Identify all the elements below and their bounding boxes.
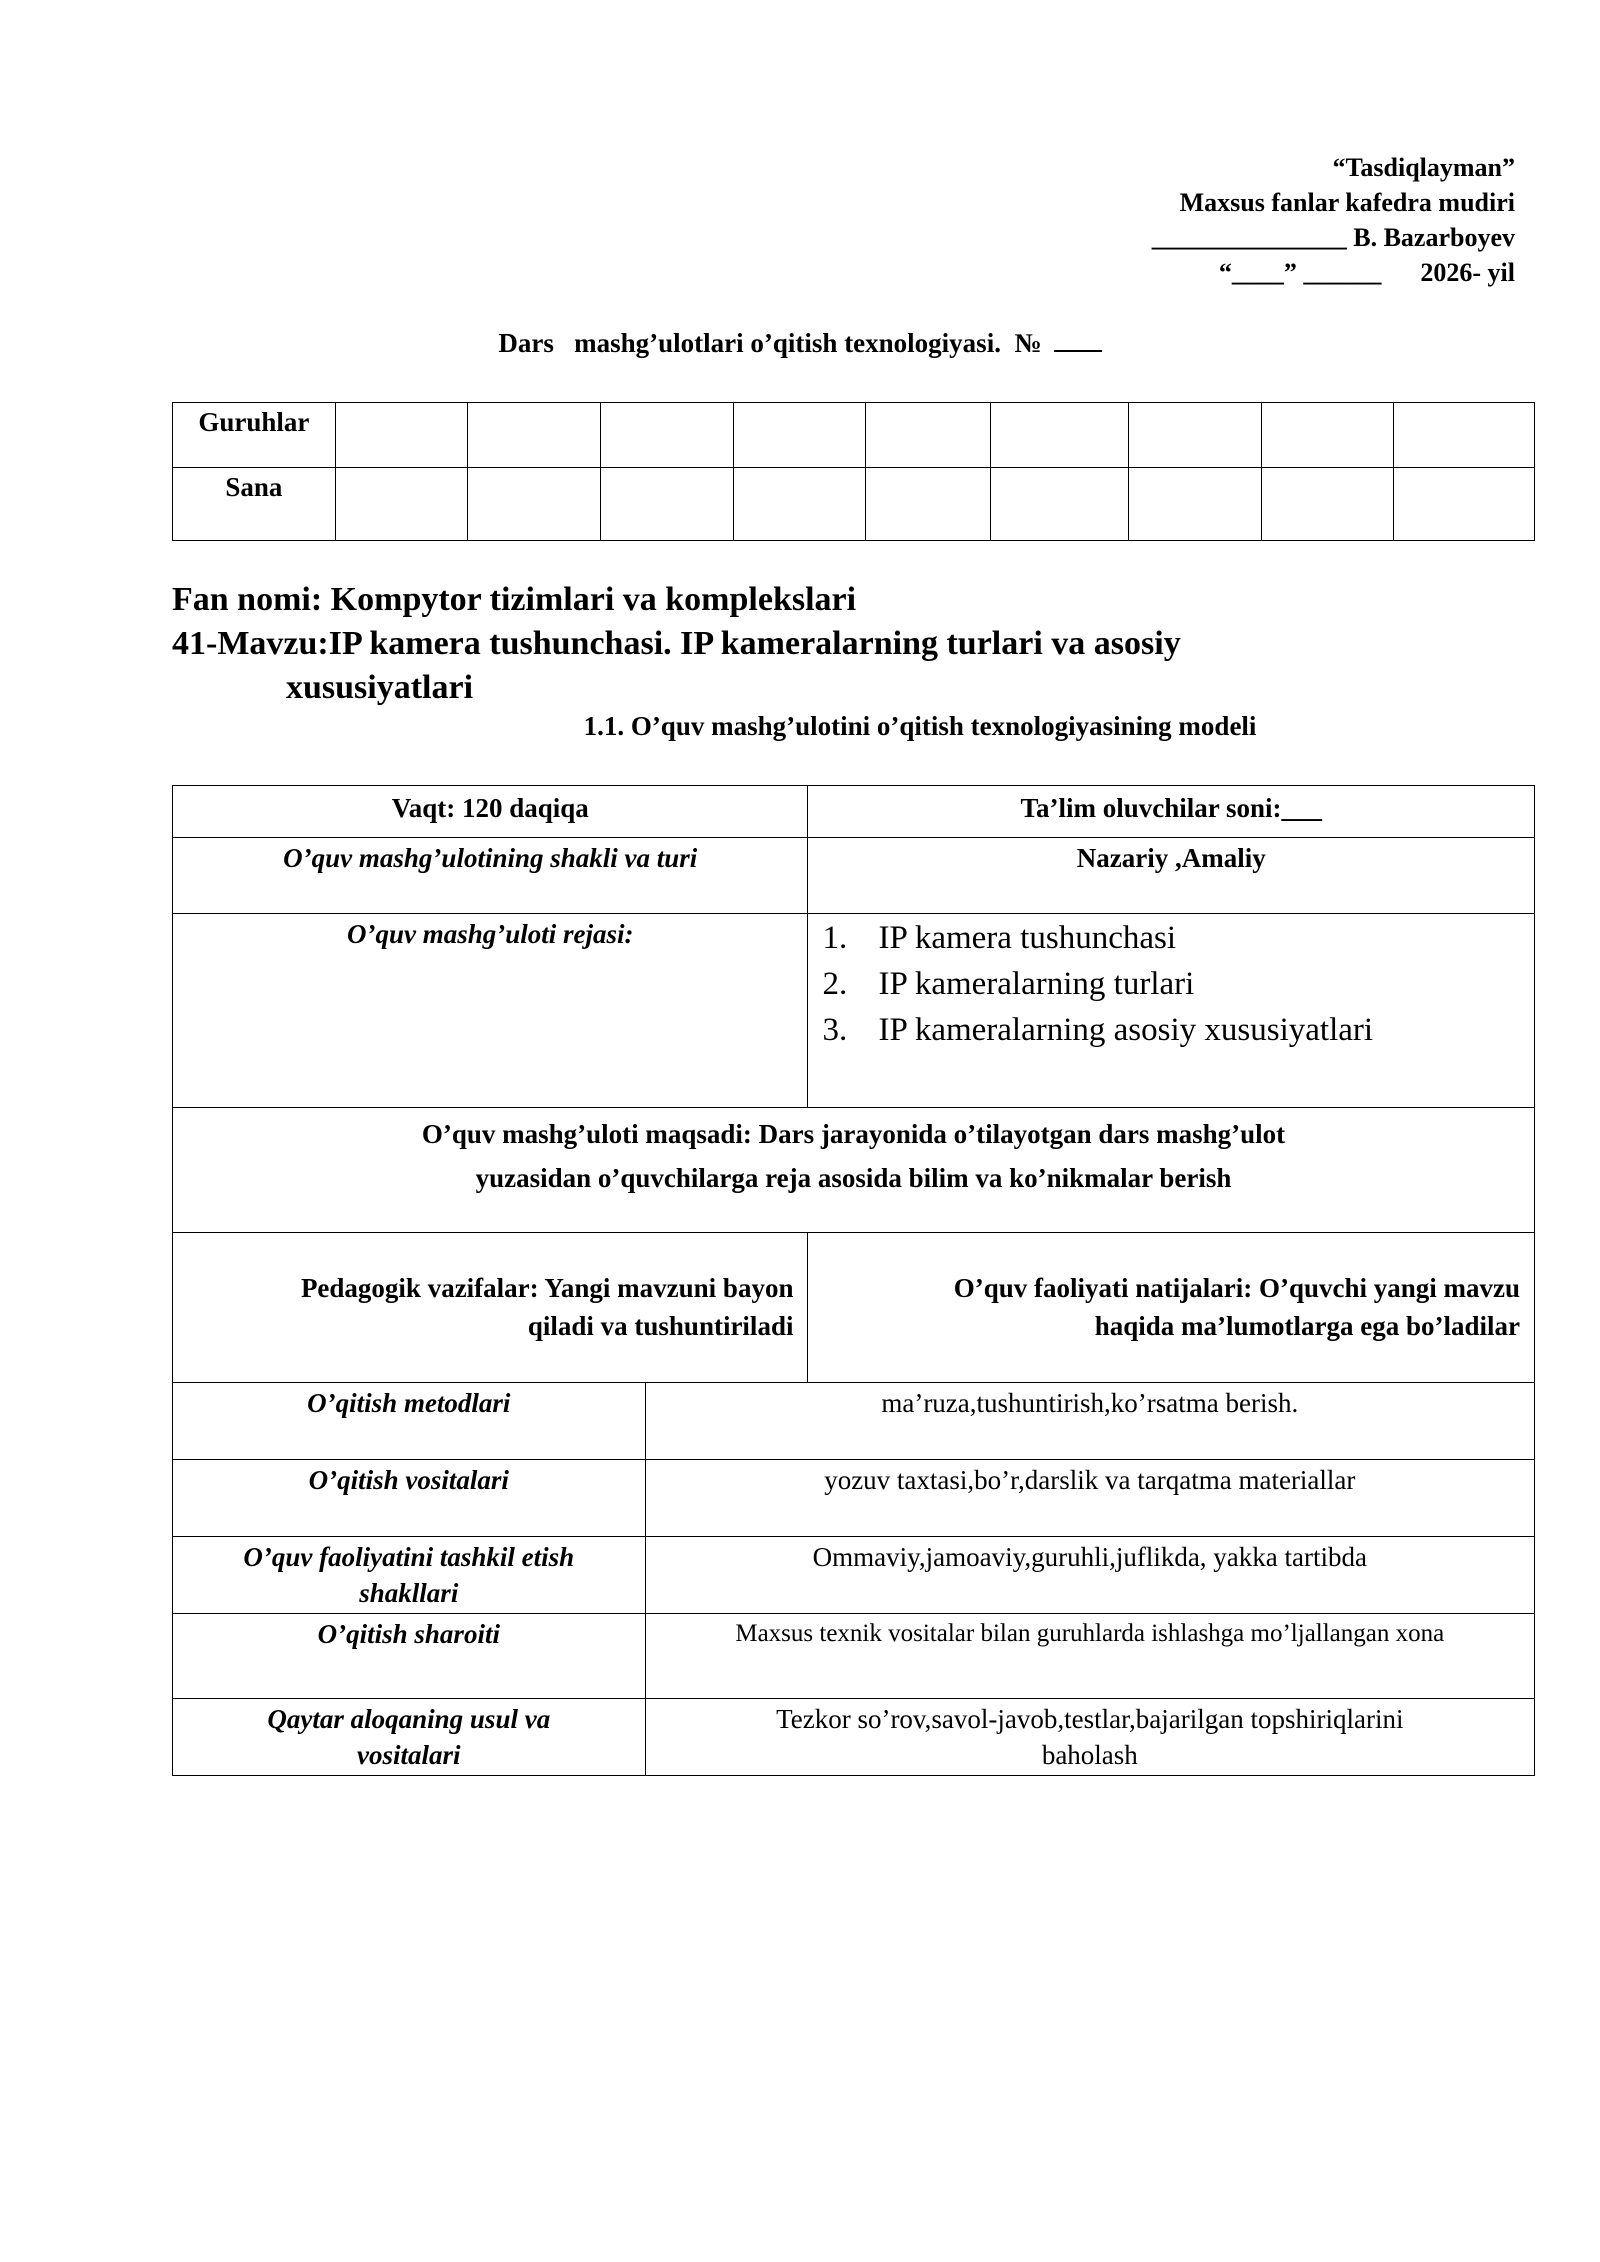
row-value: Tezkor so’rov,savol-javob,testlar,bajarilgan topshiriqlarini baholash: [645, 1699, 1534, 1776]
goal-row: [173, 1108, 1535, 1233]
approval-block: [1152, 150, 1515, 290]
group-cell: [1129, 403, 1262, 468]
goal-cell: [173, 1108, 1535, 1233]
form-label: O’quv mashg’ulotining shakli va turi: [173, 838, 808, 914]
groups-label: Guruhlar: [173, 403, 336, 468]
row-value: Maxsus texnik vositalar bilan guruhlarda ishlashga mo’ljallangan xona: [645, 1614, 1534, 1699]
group-cell: [1261, 403, 1394, 468]
date-cell: [866, 468, 991, 541]
pedagogical-tasks: Pedagogik vazifalar: Yangi mavzuni bayon qiladi va tushuntiriladi: [173, 1233, 808, 1383]
tools-row: [173, 1460, 1535, 1537]
goal-line2: yuzasidan o’quvchilarga reja asosida bilim va ko’nikmalar berish: [475, 1163, 1232, 1193]
approval-signature: _______________ B. Bazarboyev: [1151, 223, 1515, 252]
date-cell: [1394, 468, 1535, 541]
groups-table: [172, 402, 1535, 541]
approval-date: “____” ______ 2026- yil: [1218, 258, 1515, 287]
document-title: [0, 328, 1600, 359]
row-label: O’qitish vositalari: [173, 1460, 646, 1537]
plan-row: [173, 914, 1535, 1108]
model-table: [172, 785, 1535, 1776]
plan-list: [808, 916, 1534, 1053]
date-cell: [335, 468, 468, 541]
date-cell: [600, 468, 733, 541]
row-label: O’qitish metodlari: [173, 1383, 646, 1460]
group-cell: [990, 403, 1129, 468]
document-title-text: Dars mashg’ulotlari o’qitish texnologiyasi. №: [498, 328, 1042, 358]
number-blank: [1054, 328, 1102, 352]
date-cell: [1261, 468, 1394, 541]
subject-block: [172, 578, 1181, 710]
feedback-row: [173, 1699, 1535, 1776]
organization-row: [173, 1537, 1535, 1614]
goal-line1: O’quv mashg’uloti maqsadi: Dars jarayonida o’tilayotgan dars mashg’ulot: [421, 1119, 1286, 1149]
plan-cell: [808, 914, 1535, 1108]
row-label: O’qitish sharoiti: [173, 1614, 646, 1699]
group-cell: [335, 403, 468, 468]
date-label: Sana: [173, 468, 336, 541]
group-cell: [468, 403, 601, 468]
row-value: ma’ruza,tushuntirish,ko’rsatma berish.: [645, 1383, 1534, 1460]
topic-line2: xususiyatlari: [286, 669, 474, 706]
learning-results: O’quv faoliyati natijalari: O’quvchi yangi mavzu haqida ma’lumotlarga ega bo’ladilar: [808, 1233, 1535, 1383]
date-cell: [733, 468, 866, 541]
group-cell: [1394, 403, 1535, 468]
approval-position: Maxsus fanlar kafedra mudiri: [1179, 188, 1515, 217]
time-row: [173, 786, 1535, 838]
time-cell: Vaqt: 120 daqiqa: [173, 786, 808, 838]
groups-row: [173, 403, 1535, 468]
plan-item: 1. IP kamera tushunchasi: [822, 920, 1177, 956]
model-title: 1.1. O’quv mashg’ulotini o’qitish texnologiyasining modeli: [583, 711, 1257, 741]
plan-item: 3. IP kameralarning asosiy xususiyatlari: [822, 1012, 1374, 1048]
date-cell: [990, 468, 1129, 541]
plan-label: O’quv mashg’uloti rejasi:: [173, 914, 808, 1108]
tasks-row: [173, 1233, 1535, 1383]
dates-row: [173, 468, 1535, 541]
subject-name: Fan nomi: Kompytor tizimlari va komplekslari: [172, 581, 857, 618]
row-value: Ommaviy,jamoaviy,guruhli,juflikda, yakka tartibda: [645, 1537, 1534, 1614]
approval-title: “Tasdiqlayman”: [1332, 153, 1515, 182]
date-cell: [1129, 468, 1262, 541]
students-cell: Ta’lim oluvchilar soni:___: [808, 786, 1535, 838]
group-cell: [866, 403, 991, 468]
conditions-row: [173, 1614, 1535, 1699]
date-cell: [468, 468, 601, 541]
topic-line1: 41-Mavzu:IP kamera tushunchasi. IP kameralarning turlari va asosiy: [172, 625, 1181, 662]
row-label: Qaytar aloqaning usul va vositalari: [173, 1699, 646, 1776]
plan-item: 2. IP kameralarning turlari: [822, 966, 1195, 1002]
group-cell: [600, 403, 733, 468]
row-label: O’quv faoliyatini tashkil etish shakllari: [173, 1537, 646, 1614]
form-value: Nazariy ,Amaliy: [808, 838, 1535, 914]
method-row: [173, 1383, 1535, 1460]
row-value: yozuv taxtasi,bo’r,darslik va tarqatma materiallar: [645, 1460, 1534, 1537]
form-row: [173, 838, 1535, 914]
group-cell: [733, 403, 866, 468]
